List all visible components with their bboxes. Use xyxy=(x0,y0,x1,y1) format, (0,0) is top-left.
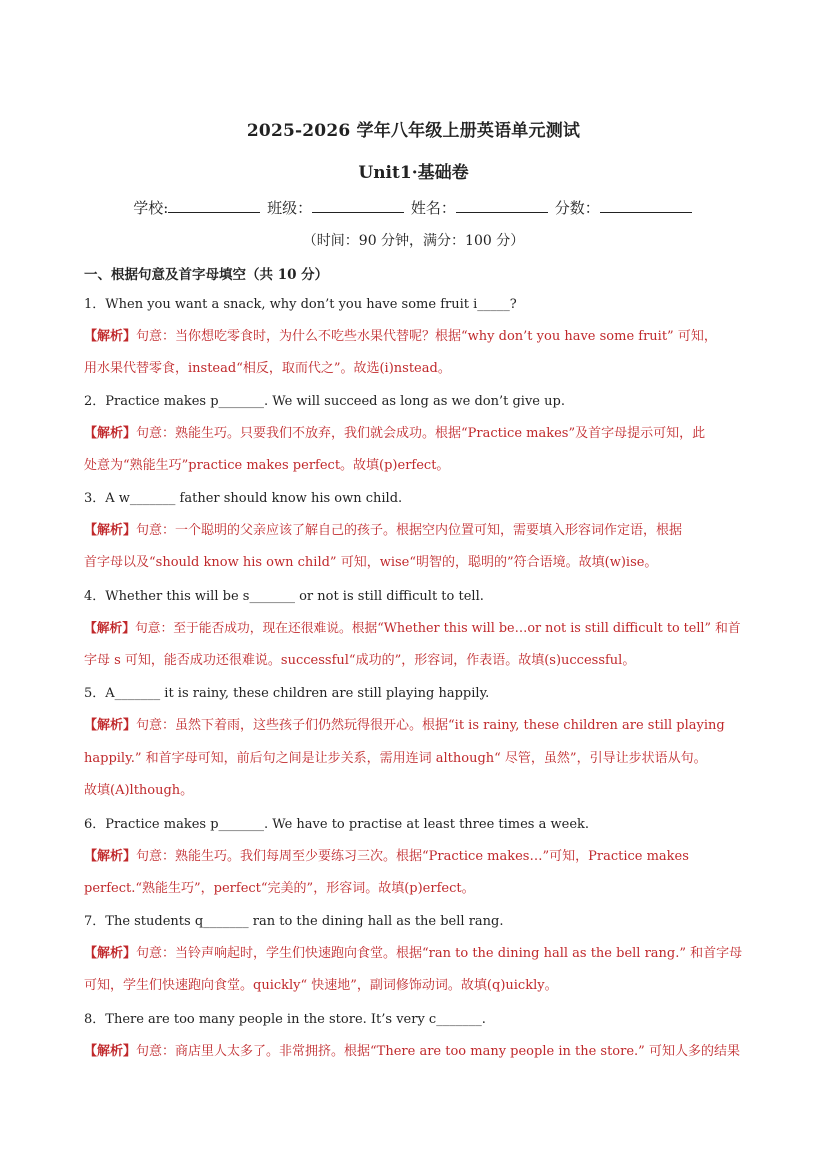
analysis-tag: 【解析】 xyxy=(84,946,137,961)
analysis-text: 句意：至于能否成功，现在还很难说。根据“Whether this will be…or not is still difficult to tell” 和首 xyxy=(135,621,741,636)
name-label: 姓名： xyxy=(410,199,456,217)
analysis-4-line-1 xyxy=(84,620,749,638)
score-blank xyxy=(600,198,692,213)
analysis-tag: 【解析】 xyxy=(84,329,137,344)
analysis-1-line-2: 用水果代替零食，instead“相反，取而代之”。故选(i)nstead。 xyxy=(84,361,451,376)
question-8: 8．There are too many people in the store. It’s very c_______. xyxy=(84,1012,486,1027)
analysis-5-line-1 xyxy=(84,717,749,735)
analysis-text: 句意：当你想吃零食时，为什么不吃些水果代替呢？根据“why don’t you have some fruit” 可知， xyxy=(136,329,717,344)
analysis-text: 句意：虽然下着雨，这些孩子们仍然玩得很开心。根据“it is rainy, these children are still playing xyxy=(136,718,725,733)
question-1: 1．When you want a snack, why don’t you have some fruit i_____? xyxy=(84,297,517,312)
analysis-text: 句意：熟能生巧。我们每周至少要练习三次。根据“Practice makes…”可知，Practice makes xyxy=(136,849,689,864)
analysis-3-line-1 xyxy=(84,522,749,540)
score-label: 分数： xyxy=(554,199,600,217)
class-label: 班级： xyxy=(267,199,313,217)
analysis-text: 句意：熟能生巧。只要我们不放弃，我们就会成功。根据“Practice makes”及首字母提示可知，此 xyxy=(136,426,706,441)
page-subtitle: Unit1·基础卷 xyxy=(358,163,469,183)
analysis-tag: 【解析】 xyxy=(84,426,137,441)
question-7: 7．The students q_______ ran to the dining hall as the bell rang. xyxy=(84,914,504,929)
analysis-tag: 【解析】 xyxy=(84,621,135,636)
analysis-6-line-2: perfect.“熟能生巧”，perfect“完美的”，形容词。故填(p)erfect。 xyxy=(84,881,475,896)
analysis-text: 句意：商店里人太多了。非常拥挤。根据“There are too many people in the store.” 可知人多的结果 xyxy=(136,1044,740,1059)
time-note: （时间：90 分钟，满分：100 分） xyxy=(302,233,525,249)
question-2: 2．Practice makes p_______. We will succeed as long as we don’t give up. xyxy=(84,394,565,409)
analysis-tag: 【解析】 xyxy=(84,849,137,864)
analysis-3-line-2: 首字母以及“should know his own child” 可知，wise“明智的，聪明的”符合语境。故填(w)ise。 xyxy=(84,555,658,570)
school-label: 学校: xyxy=(133,199,169,217)
analysis-tag: 【解析】 xyxy=(84,1044,137,1059)
analysis-7-line-1 xyxy=(84,945,749,963)
analysis-text: 句意：当铃声响起时，学生们快速跑向食堂。根据“ran to the dining hall as the bell rang.” 和首字母 xyxy=(136,946,743,961)
analysis-4-line-2: 字母 s 可知，能否成功还很难说。successful“成功的”，形容词，作表语。故填(s)uccessful。 xyxy=(84,653,636,668)
analysis-7-line-2: 可知，学生们快速跑向食堂。quickly“ 快速地”，副词修饰动词。故填(q)uickly。 xyxy=(84,978,558,993)
analysis-6-line-1 xyxy=(84,848,749,866)
analysis-5-line-3: 故填(A)lthough。 xyxy=(84,783,194,798)
student-info-row xyxy=(0,197,827,218)
section-heading: 一、根据句意及首字母填空（共 10 分） xyxy=(84,267,329,283)
analysis-text: 句意：一个聪明的父亲应该了解自己的孩子。根据空内位置可知，需要填入形容词作定语，根据 xyxy=(136,523,683,538)
question-5: 5．A_______ it is rainy, these children are still playing happily. xyxy=(84,686,490,701)
analysis-5-line-2: happily.” 和首字母可知，前后句之间是让步关系，需用连词 although“ 尽管，虽然”，引导让步状语从句。 xyxy=(84,751,707,766)
analysis-8-line-1 xyxy=(84,1043,749,1061)
question-6: 6．Practice makes p_______. We have to practise at least three times a week. xyxy=(84,817,590,832)
analysis-tag: 【解析】 xyxy=(84,718,137,733)
analysis-2-line-2: 处意为“熟能生巧”practice makes perfect。故填(p)erfect。 xyxy=(84,458,450,473)
name-blank xyxy=(456,198,548,213)
school-blank xyxy=(168,198,260,213)
analysis-2-line-1 xyxy=(84,425,749,443)
question-3: 3．A w_______ father should know his own child. xyxy=(84,491,403,506)
class-blank xyxy=(312,198,404,213)
page-title: 2025-2026 学年八年级上册英语单元测试 xyxy=(246,121,581,141)
analysis-tag: 【解析】 xyxy=(84,523,137,538)
analysis-1-line-1 xyxy=(84,328,749,346)
question-4: 4．Whether this will be s_______ or not is still difficult to tell. xyxy=(84,589,484,604)
